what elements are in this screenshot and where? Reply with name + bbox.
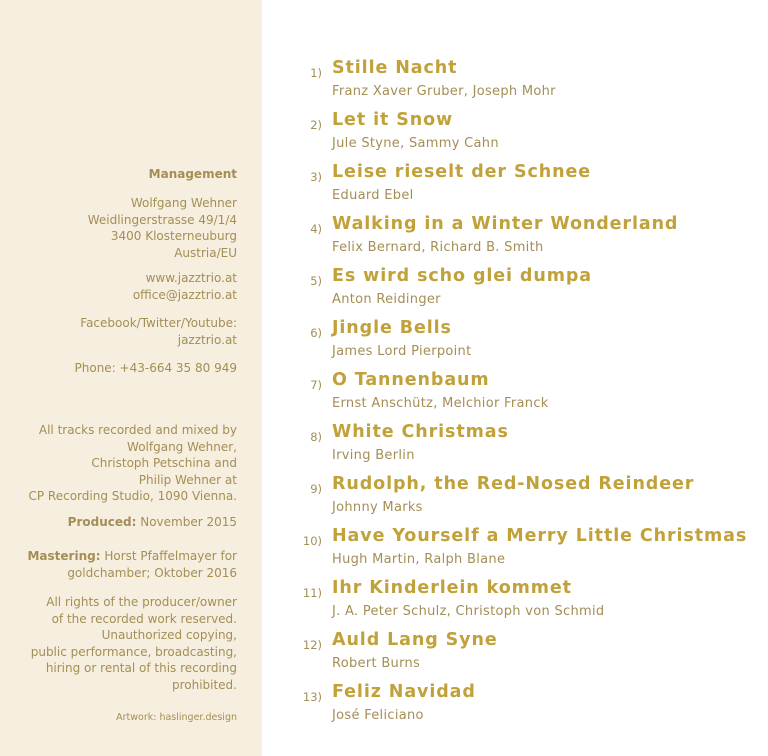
produced-info	[68, 514, 237, 531]
management-social	[80, 315, 237, 348]
track-item	[296, 214, 756, 266]
artwork-credit	[116, 710, 237, 727]
track-number: 10)	[302, 534, 322, 548]
track-composer: Anton Reidinger	[332, 292, 441, 307]
track-item	[296, 110, 756, 162]
track-composer: José Feliciano	[332, 708, 424, 723]
rights-line: hiring or rental of this recording	[45, 661, 237, 675]
social-label: Facebook/Twitter/Youtube:	[80, 316, 237, 330]
recording-line: Wolfgang Wehner,	[127, 439, 237, 454]
track-title: Have Yourself a Merry Little Christmas	[332, 526, 748, 546]
track-item	[296, 266, 756, 318]
track-number: 9)	[310, 482, 322, 496]
track-item	[296, 58, 756, 110]
rights-line: prohibited.	[171, 677, 237, 692]
track-title: Ihr Kinderlein kommet	[332, 578, 572, 598]
track-title: Auld Lang Syne	[332, 630, 498, 650]
track-number: 8)	[310, 430, 322, 444]
track-composer: Hugh Martin, Ralph Blane	[332, 552, 506, 567]
track-composer: Robert Burns	[332, 656, 421, 671]
track-composer: Jule Styne, Sammy Cahn	[332, 136, 499, 151]
track-number: 13)	[302, 690, 322, 704]
track-item	[296, 578, 756, 630]
track-number: 7)	[310, 378, 322, 392]
track-title: White Christmas	[332, 422, 509, 442]
mastering-line	[27, 548, 237, 565]
produced-value: November 2015	[140, 515, 237, 529]
rights-line: public performance, broadcasting,	[30, 644, 237, 659]
rights-line: of the recorded work reserved.	[51, 611, 237, 626]
track-item	[296, 526, 756, 578]
track-number: 3)	[310, 170, 322, 184]
track-item	[296, 682, 756, 734]
track-title: Stille Nacht	[332, 58, 458, 78]
track-item	[296, 318, 756, 370]
track-title: O Tannenbaum	[332, 370, 490, 390]
track-item	[296, 474, 756, 526]
track-number: 5)	[310, 274, 322, 288]
management-address	[88, 195, 237, 261]
liner-notes-panel	[0, 0, 262, 756]
recording-info	[28, 422, 237, 505]
mastering-label: Mastering:	[27, 549, 101, 563]
rights-notice	[31, 594, 237, 693]
produced-line	[68, 514, 237, 531]
mastering-value: Horst Pfaffelmayer for	[104, 549, 237, 563]
artwork-credit-text: Artwork: haslinger.design	[116, 712, 237, 723]
produced-label: Produced:	[67, 515, 137, 529]
website-link[interactable]: www.jazztrio.at	[145, 271, 237, 285]
mastering-info	[27, 548, 237, 581]
track-composer: Eduard Ebel	[332, 188, 414, 203]
track-composer: Irving Berlin	[332, 448, 415, 463]
recording-line: CP Recording Studio, 1090 Vienna.	[28, 489, 237, 503]
phone-number: Phone: +43-664 35 80 949	[74, 361, 237, 375]
recording-line: Philip Wehner at	[138, 472, 237, 487]
track-title: Rudolph, the Red-Nosed Reindeer	[332, 474, 695, 494]
track-item	[296, 422, 756, 474]
track-number: 1)	[310, 66, 322, 80]
address-line: Wolfgang Wehner	[130, 196, 237, 210]
management-phone	[75, 360, 237, 377]
track-item	[296, 630, 756, 682]
track-title: Es wird scho glei dumpa	[332, 266, 592, 286]
rights-line: All rights of the producer/owner	[46, 595, 237, 609]
rights-line: Unauthorized copying,	[101, 628, 237, 642]
track-number: 12)	[302, 638, 322, 652]
recording-line: All tracks recorded and mixed by	[38, 423, 237, 437]
track-composer: Johnny Marks	[332, 500, 423, 515]
track-title: Jingle Bells	[332, 318, 452, 338]
track-composer: James Lord Pierpoint	[332, 344, 472, 359]
track-item	[296, 162, 756, 214]
track-composer: Franz Xaver Gruber, Joseph Mohr	[332, 84, 556, 99]
management-heading: Management	[148, 167, 237, 181]
track-title: Leise rieselt der Schnee	[332, 162, 591, 182]
track-number: 6)	[310, 326, 322, 340]
track-title: Let it Snow	[332, 110, 454, 130]
track-item	[296, 370, 756, 422]
address-line: Weidlingerstrasse 49/1/4	[87, 212, 237, 227]
track-composer: Ernst Anschütz, Melchior Franck	[332, 396, 549, 411]
social-handle: jazztrio.at	[177, 332, 237, 347]
track-composer: J. A. Peter Schulz, Christoph von Schmid	[332, 604, 605, 619]
track-composer: Felix Bernard, Richard B. Smith	[332, 240, 544, 255]
track-number: 11)	[302, 586, 322, 600]
email-link[interactable]: office@jazztrio.at	[132, 287, 237, 302]
track-number: 4)	[310, 222, 322, 236]
recording-line: Christoph Petschina and	[91, 456, 237, 470]
management-web	[133, 270, 237, 303]
track-number: 2)	[310, 118, 322, 132]
track-title: Feliz Navidad	[332, 682, 476, 702]
mastering-line: goldchamber; Oktober 2016	[67, 565, 237, 580]
address-line: 3400 Klosterneuburg	[110, 229, 237, 243]
address-line: Austria/EU	[174, 245, 237, 260]
track-title: Walking in a Winter Wonderland	[332, 214, 679, 234]
